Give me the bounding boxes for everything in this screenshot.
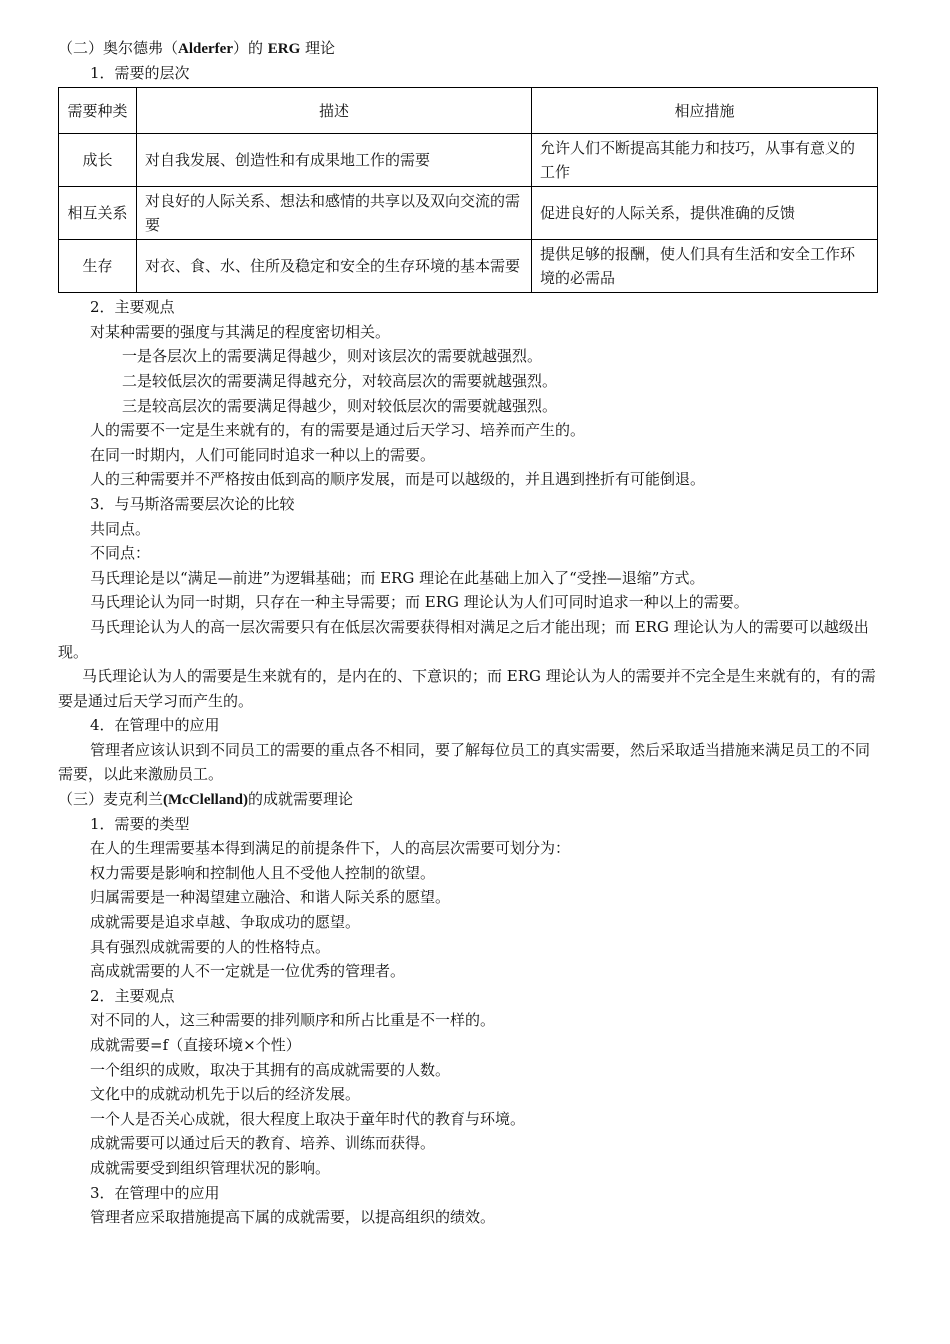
paragraph: 成就需要可以通过后天的教育、培养、训练而获得。 (90, 1134, 436, 1153)
table-header-row (59, 88, 878, 134)
cell-measure: 提供足够的报酬，使人们具有生活和安全工作环境的必需品 (532, 240, 878, 293)
paragraph: 文化中的成就动机先于以后的经济发展。 (90, 1085, 361, 1104)
subheading-application: 3．在管理中的应用 (90, 1183, 220, 1202)
paragraph: 马氏理论认为同一时期，只存在一种主导需要；而 ERG 理论认为人们可同时追求一种以上的需要。 (90, 593, 749, 612)
paragraph: 马氏理论认为人的需要是生来就有的，是内在的、下意识的；而 ERG 理论认为人的需要并不完全是生来就有的，有的需要是通过后天学习而产生的。 (58, 667, 876, 710)
cell-type: 相互关系 (59, 187, 137, 240)
subheading-levels: 1．需要的层次 (90, 63, 190, 82)
paragraph: 一个组织的成败，取决于其拥有的高成就需要的人数。 (90, 1060, 451, 1079)
subheading-types: 1．需要的类型 (90, 814, 190, 833)
table-row (59, 134, 878, 187)
paragraph: 管理者应采取措施提高下属的成就需要，以提高组织的绩效。 (90, 1208, 496, 1227)
subheading-viewpoints: 2．主要观点 (90, 298, 175, 317)
paragraph: 人的需要不一定是生来就有的，有的需要是通过后天学习、培养而产生的。 (90, 421, 586, 440)
table-row (59, 240, 878, 293)
paragraph: 管理者应该认识到不同员工的需要的重点各不相同，要了解每位员工的真实需要，然后采取适当措施来满足员工的不同需要，以此来激励员工。 (58, 740, 871, 784)
paragraph: 权力需要是影响和控制他人且不受他人控制的欲望。 (90, 863, 436, 882)
paragraph: 高成就需要的人不一定就是一位优秀的管理者。 (90, 962, 406, 981)
cell-type: 生存 (59, 240, 137, 293)
paragraph: 人的三种需要并不严格按由低到高的顺序发展，而是可以越级的，并且遇到挫折有可能倒退。 (90, 470, 706, 489)
heading-text: （二）奥尔德弗（ (58, 39, 179, 57)
heading-bold: ERG (267, 41, 301, 57)
erg-table (58, 87, 878, 293)
cell-type: 成长 (59, 134, 137, 187)
cell-measure: 允许人们不断提高其能力和技巧，从事有意义的工作 (532, 134, 878, 187)
heading-text: 的成就需要理论 (248, 790, 354, 809)
heading-bold: (McClelland) (163, 792, 248, 809)
document-page (58, 36, 878, 1230)
paragraph: 马氏理论是以“满足—前进”为逻辑基础；而 ERG 理论在此基础上加入了“受挫—退缩”方式。 (90, 568, 705, 587)
paragraph: 共同点。 (90, 519, 151, 538)
subheading-comparison: 3．与马斯洛需要层次论的比较 (90, 494, 295, 513)
paragraph: 成就需要=f（直接环境×个性） (90, 1036, 301, 1054)
heading-bold: Alderfer (178, 41, 233, 57)
section-heading-mcclelland (58, 787, 878, 812)
subheading-application: 4．在管理中的应用 (90, 716, 220, 735)
cell-measure: 促进良好的人际关系，提供准确的反馈 (532, 187, 878, 240)
header-cell-desc: 描述 (137, 88, 532, 134)
header-cell-measure: 相应措施 (532, 88, 878, 134)
paragraph: 对某种需要的强度与其满足的程度密切相关。 (90, 322, 391, 341)
cell-desc: 对衣、食、水、住所及稳定和安全的生存环境的基本需要 (137, 240, 532, 293)
section-heading-erg (58, 36, 878, 61)
table-row (59, 187, 878, 240)
paragraph: 成就需要受到组织管理状况的影响。 (90, 1158, 331, 1177)
cell-desc: 对自我发展、创造性和有成果地工作的需要 (137, 134, 532, 187)
paragraph: 一个人是否关心成就，很大程度上取决于童年时代的教育与环境。 (90, 1109, 526, 1128)
paragraph: 在同一时期内，人们可能同时追求一种以上的需要。 (90, 445, 436, 464)
paragraph: 具有强烈成就需要的人的性格特点。 (90, 937, 331, 956)
header-cell-type: 需要种类 (59, 88, 137, 134)
paragraph: 在人的生理需要基本得到满足的前提条件下，人的高层次需要可划分为： (90, 839, 571, 858)
heading-text: 理论 (300, 39, 336, 57)
paragraph: 一是各层次上的需要满足得越少，则对该层次的需要就越强烈。 (122, 347, 543, 366)
paragraph: 不同点： (90, 544, 151, 563)
paragraph: 对不同的人，这三种需要的排列顺序和所占比重是不一样的。 (90, 1011, 496, 1030)
cell-desc: 对良好的人际关系、想法和感情的共享以及双向交流的需要 (137, 187, 532, 240)
paragraph: 马氏理论认为人的高一层次需要只有在低层次需要获得相对满足之后才能出现；而 ERG 理论认为人的需要可以越级出现。 (58, 617, 869, 661)
heading-text: ）的 (232, 39, 268, 57)
paragraph: 成就需要是追求卓越、争取成功的愿望。 (90, 913, 361, 932)
paragraph: 三是较高层次的需要满足得越少，则对较低层次的需要就越强烈。 (122, 396, 558, 415)
subheading-viewpoints: 2．主要观点 (90, 986, 175, 1005)
heading-text: （三）麦克利兰 (58, 790, 164, 809)
paragraph: 二是较低层次的需要满足得越充分，对较高层次的需要就越强烈。 (122, 371, 558, 390)
paragraph: 归属需要是一种渴望建立融洽、和谐人际关系的愿望。 (90, 888, 451, 907)
